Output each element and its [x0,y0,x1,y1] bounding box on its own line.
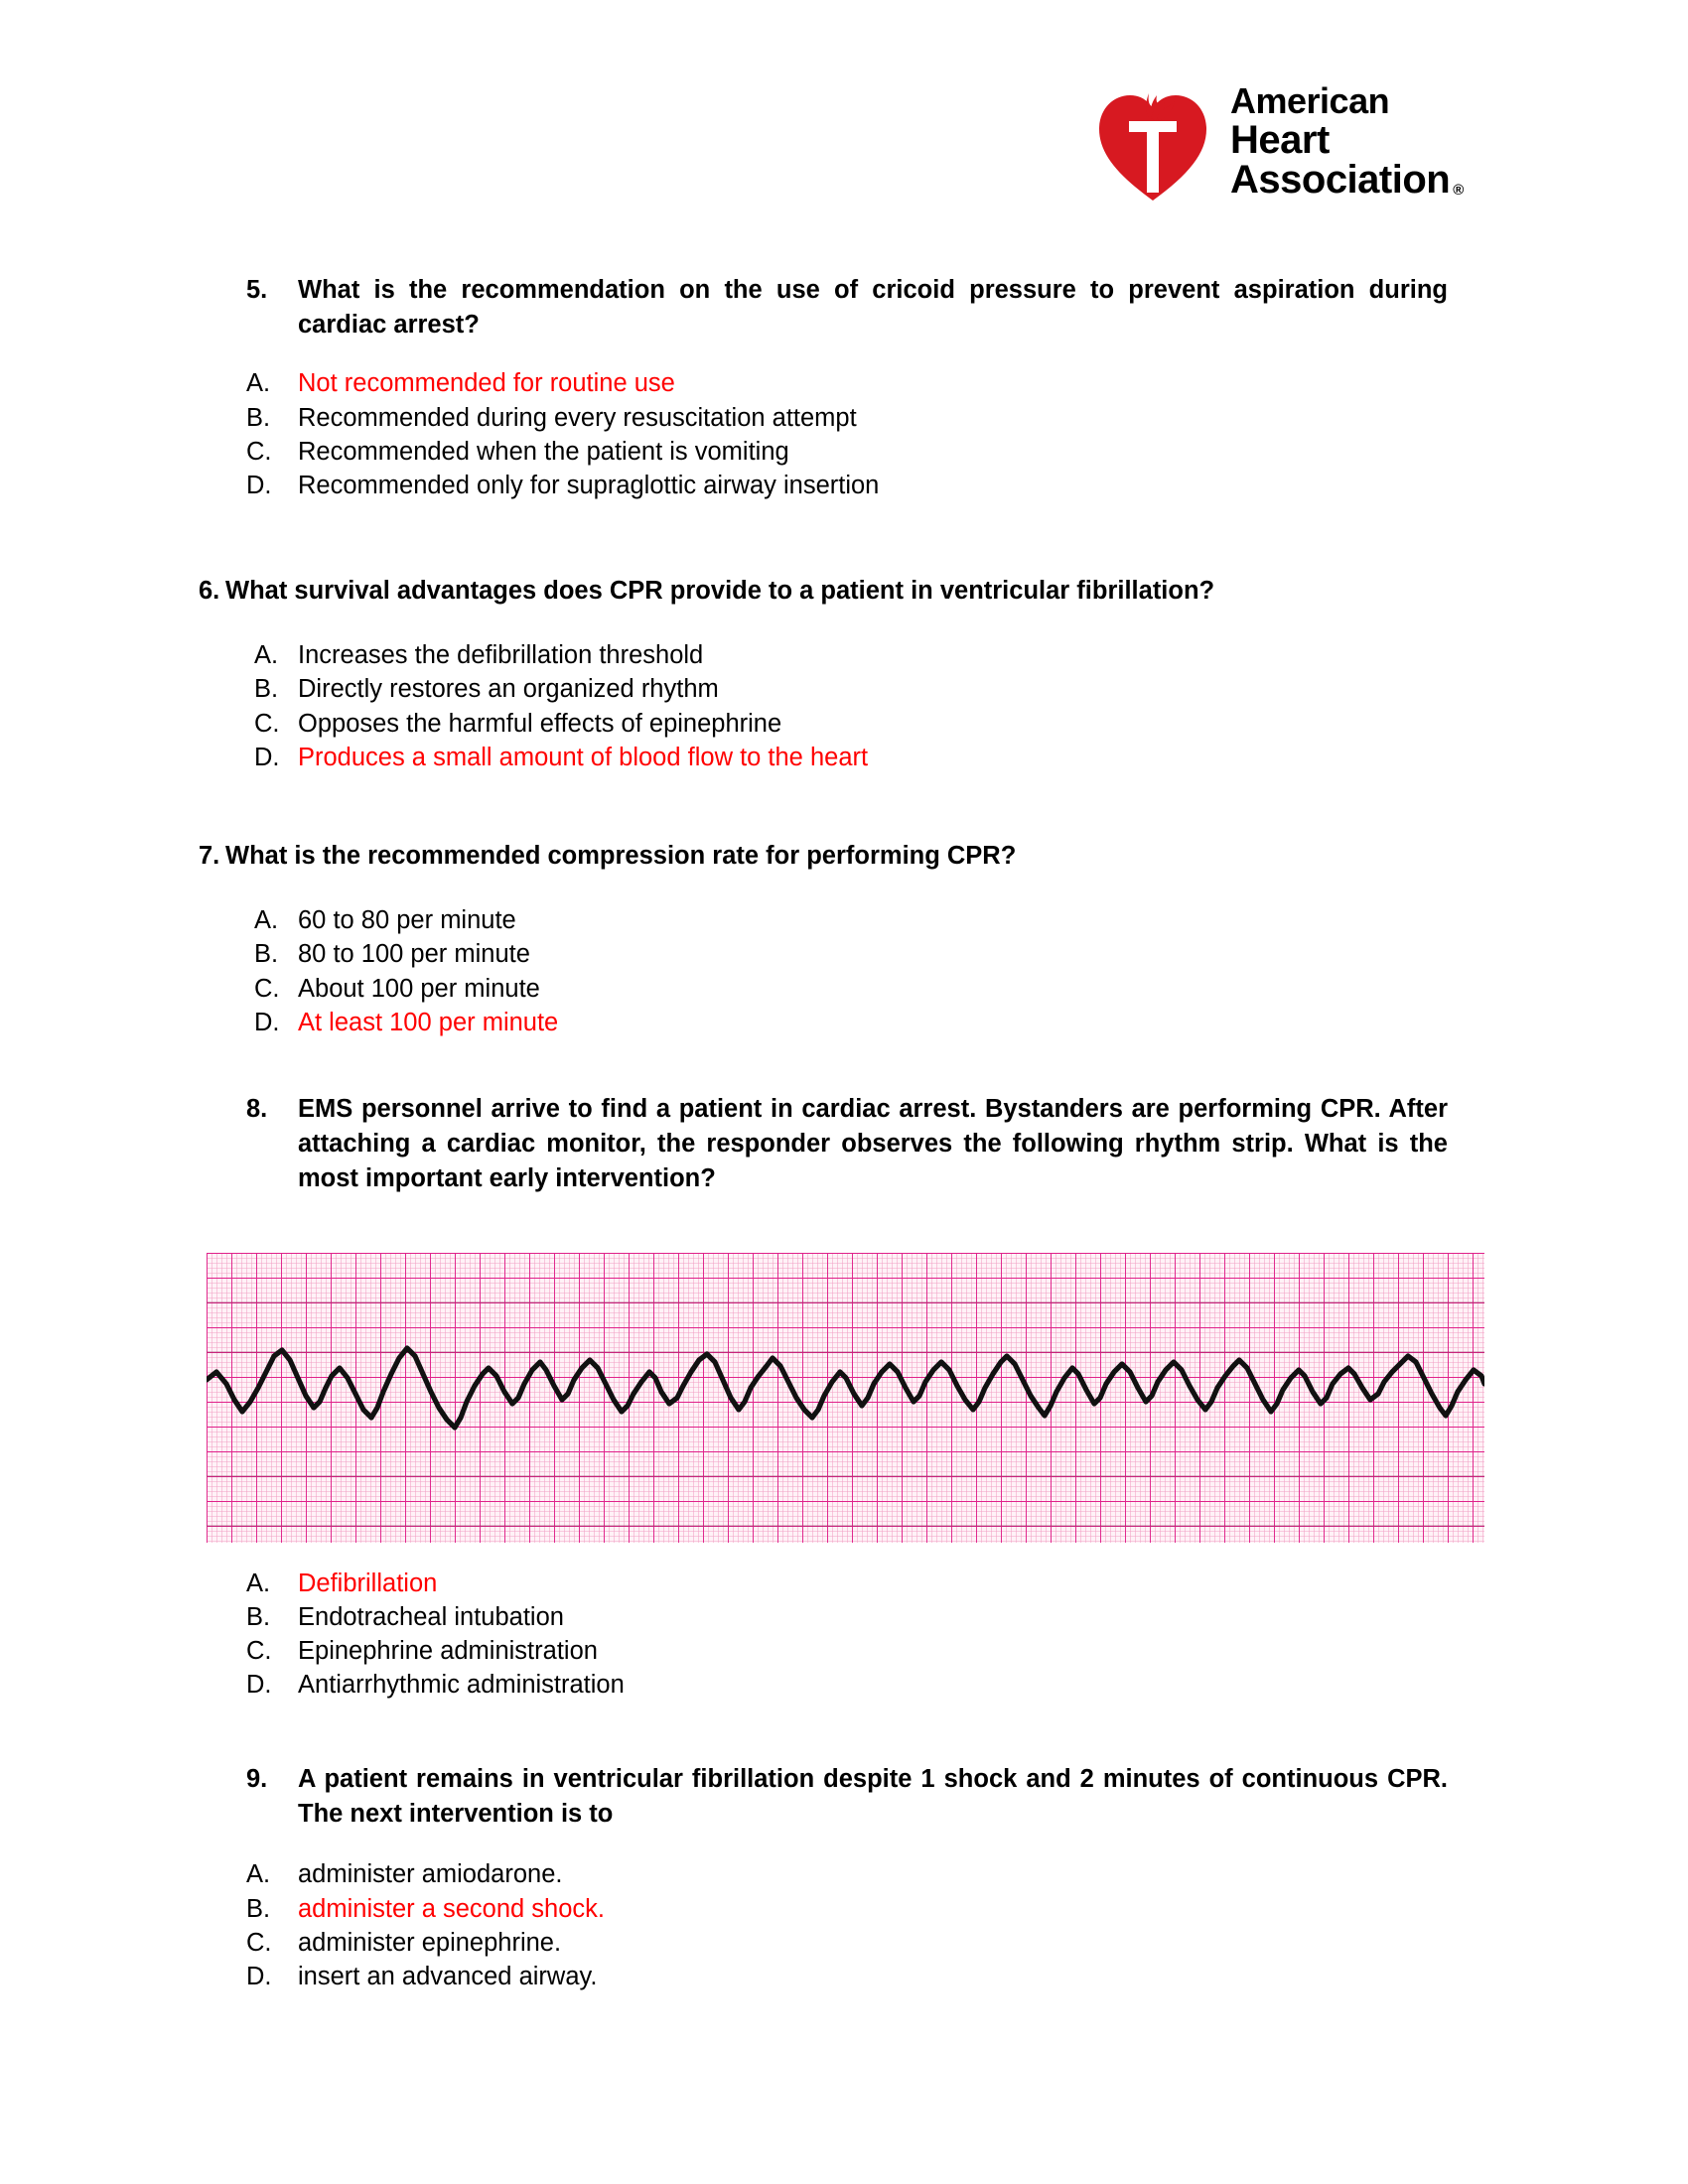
option-text: Defibrillation [298,1570,438,1597]
option-letter: B. [254,675,279,704]
option-letter: A. [254,906,279,935]
question-number: 8. [246,1095,268,1123]
option-letter: D. [246,1962,272,1990]
option-text: Produces a small amount of blood flow to the heart [298,743,869,771]
answer-option[interactable] [246,469,1448,502]
answer-option[interactable] [246,1668,1448,1702]
option-text: At least 100 per minute [298,1008,559,1036]
answer-option[interactable] [254,638,1450,672]
answer-option[interactable] [246,366,1448,400]
question-heading [246,1762,1448,1832]
question-number: 9. [246,1765,268,1793]
question-block-7 [199,839,1450,1039]
option-letter: C. [254,974,280,1003]
question-block-5 [246,273,1448,502]
answer-options [254,903,1450,1039]
option-text: Recommended only for supraglottic airway insertion [298,471,880,499]
option-text: Directly restores an organized rhythm [298,675,719,704]
question-heading [199,574,1450,609]
option-text: Not recommended for routine use [298,369,675,398]
answer-option[interactable] [246,435,1448,469]
aha-heart-torch-icon [1097,83,1208,201]
logo-line-association [1230,160,1464,201]
question-text: What is the recommendation on the use of cricoid pressure to prevent aspiration during cardiac arrest? [298,276,1448,340]
option-letter: D. [254,1008,280,1036]
aha-logo [1097,77,1514,206]
question-heading [246,273,1448,342]
registered-trademark-icon: ® [1453,182,1464,200]
option-text: About 100 per minute [298,974,540,1003]
option-letter: A. [246,369,271,398]
answer-option[interactable] [254,937,1450,971]
question-8-options [246,1567,1448,1703]
question-number: 7. [199,842,220,870]
option-text: 80 to 100 per minute [298,940,530,969]
option-text: Opposes the harmful effects of epinephrine [298,709,782,738]
answer-option[interactable] [246,1892,1448,1926]
answer-option[interactable] [246,1857,1448,1891]
option-text: administer amiodarone. [298,1860,563,1889]
answer-option[interactable] [246,1600,1448,1634]
logo-association-text: Association [1230,158,1451,203]
option-text: Recommended during every resuscitation attempt [298,403,857,432]
option-text: administer a second shock. [298,1894,605,1923]
question-heading [199,839,1450,874]
question-text: What is the recommended compression rate for performing CPR? [225,842,1017,870]
question-number: 5. [246,276,268,304]
answer-option[interactable] [246,1960,1448,1993]
option-letter: D. [246,471,272,499]
option-letter: A. [246,1570,271,1597]
option-letter: D. [246,1671,272,1700]
answer-option[interactable] [246,401,1448,435]
option-text: Epinephrine administration [298,1637,598,1666]
option-text: administer epinephrine. [298,1928,562,1957]
answer-options [254,638,1450,774]
answer-option[interactable] [254,707,1450,741]
option-letter: A. [246,1860,271,1889]
option-text: insert an advanced airway. [298,1962,598,1990]
option-letter: C. [246,1637,272,1666]
question-heading [246,1092,1448,1197]
question-text: EMS personnel arrive to find a patient in cardiac arrest. Bystanders are performing CPR. After attaching a cardiac monitor, the responder observes the following rhythm strip. What is the most important early intervention? [298,1095,1448,1193]
option-text: Antiarrhythmic administration [298,1671,625,1700]
question-block-8 [246,1092,1448,1197]
aha-wordmark [1230,79,1464,203]
logo-line-heart: Heart [1230,117,1330,162]
question-number: 6. [199,577,220,605]
answer-option[interactable] [254,672,1450,706]
answer-option[interactable] [254,1006,1450,1039]
option-letter: B. [246,1603,271,1632]
option-letter: C. [254,709,280,738]
answer-option[interactable] [246,1567,1448,1600]
question-block-9 [246,1762,1448,1993]
answer-option[interactable] [254,741,1450,774]
answer-option[interactable] [246,1926,1448,1960]
answer-option[interactable] [254,972,1450,1006]
option-text: Endotracheal intubation [298,1603,564,1632]
option-letter: B. [254,940,279,969]
answer-options [246,366,1448,502]
question-text: What survival advantages does CPR provide to a patient in ventricular fibrillation? [225,577,1215,605]
answer-option[interactable] [254,903,1450,937]
question-text: A patient remains in ventricular fibrillation despite 1 shock and 2 minutes of continuous CPR. The next intervention is to [298,1765,1448,1829]
option-letter: C. [246,437,272,466]
logo-line-american: American [1230,79,1390,121]
answer-options [246,1857,1448,1993]
answer-options [246,1567,1448,1703]
answer-option[interactable] [246,1634,1448,1668]
option-text: Recommended when the patient is vomiting [298,437,789,466]
option-text: Increases the defibrillation threshold [298,641,704,670]
option-letter: A. [254,641,279,670]
option-letter: B. [246,1894,271,1923]
option-letter: D. [254,743,280,771]
option-letter: B. [246,403,271,432]
ecg-rhythm-strip [207,1253,1484,1543]
option-letter: C. [246,1928,272,1957]
option-text: 60 to 80 per minute [298,906,516,935]
question-block-6 [199,574,1450,774]
